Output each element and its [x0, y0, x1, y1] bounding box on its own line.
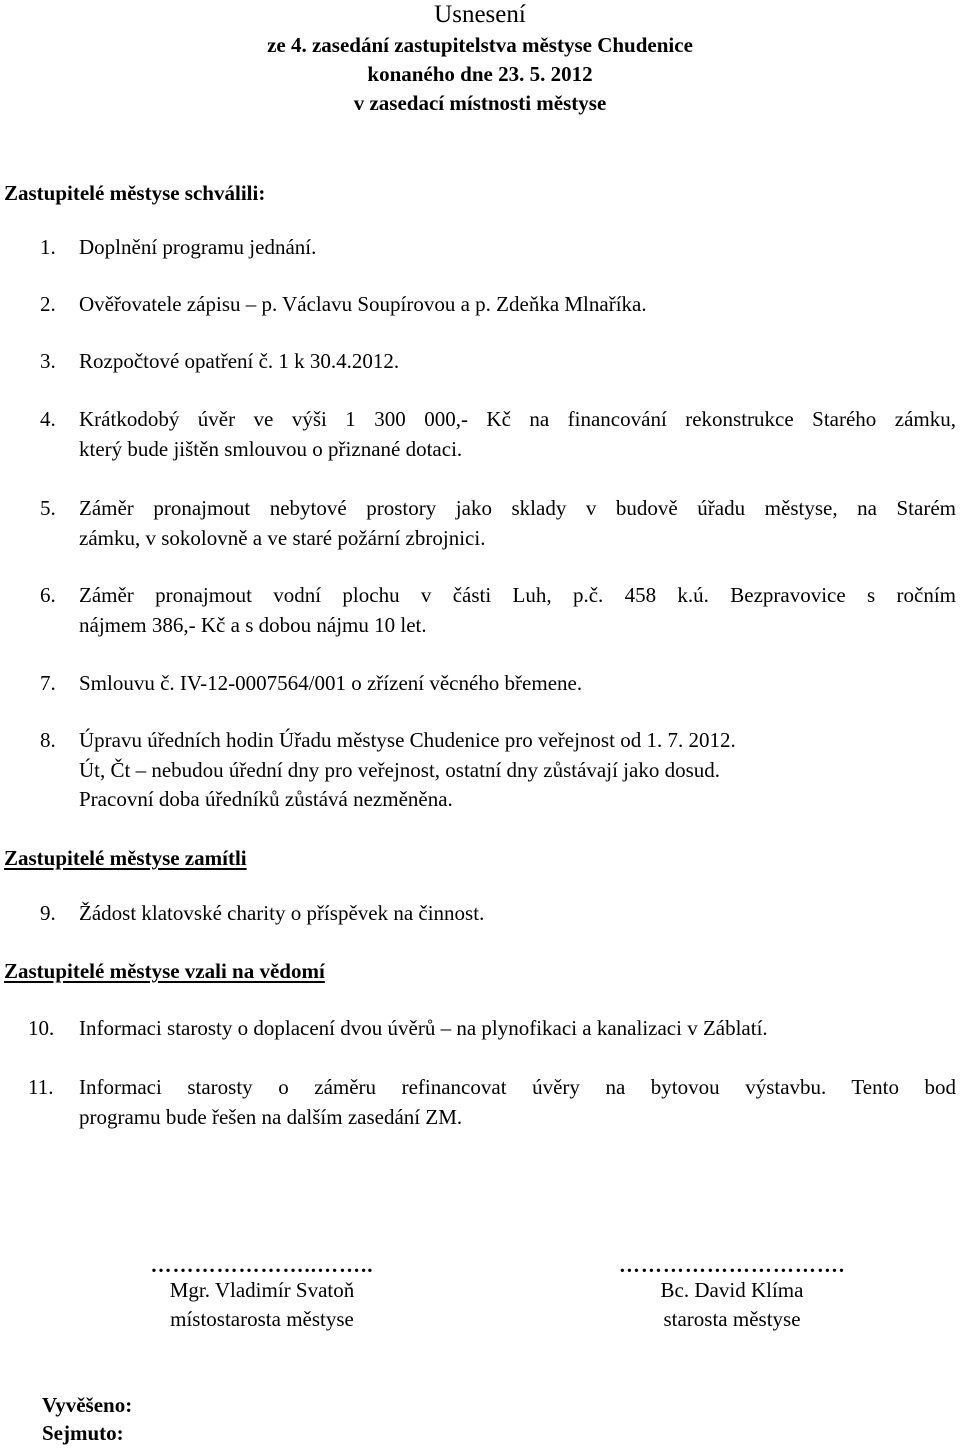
signatory-role: místostarosta městyse: [170, 1307, 354, 1331]
item-text: Záměr pronajmout nebytové prostory jako sklady v budově úřadu městyse, na Starém: [79, 496, 956, 520]
item-text: nájmem 386,- Kč a s dobou nájmu 10 let.: [79, 612, 427, 637]
item-text: Úpravu úředních hodin Úřadu městyse Chudenice pro veřejnost od 1. 7. 2012.: [79, 728, 736, 752]
item-number: 9.: [40, 901, 56, 925]
item-text: Út, Čt – nebudou úřední dny pro veřejnost, ostatní dny zůstávají jako dosud.: [79, 757, 720, 782]
item-text: Záměr pronajmout vodní plochu v části Luh, p.č. 458 k.ú. Bezpravovice s ročním: [79, 583, 956, 607]
item-number: 2.: [40, 292, 56, 316]
meeting-line: ze 4. zasedání zastupitelstva městyse Chudenice: [267, 33, 693, 57]
approved-heading: Zastupitelé městyse schválili:: [4, 181, 266, 205]
item-text: Pracovní doba úředníků zůstává nezměněna.: [79, 787, 453, 811]
meeting-date-line: konaného dne 23. 5. 2012: [367, 62, 593, 86]
rejected-heading: Zastupitelé městyse zamítli: [4, 846, 247, 870]
signature-line: …………………..……..: [150, 1253, 374, 1277]
signatory-name: Mgr. Vladimír Svatoň: [169, 1278, 355, 1302]
item-text: programu bude řešen na dalším zasedání ZM.: [79, 1104, 463, 1129]
item-number: 4.: [40, 407, 56, 431]
item-text: Rozpočtové opatření č. 1 k 30.4.2012.: [79, 349, 400, 373]
meeting-place-line: v zasedací místnosti městyse: [353, 91, 607, 115]
signature-block-vice-mayor: [112, 1254, 412, 1334]
item-number: 11.: [28, 1075, 54, 1099]
item-text: Ověřovatele zápisu – p. Václavu Soupírovou a p. Zdeňka Mlnaříka.: [79, 292, 647, 316]
item-text: Informaci starosty o doplacení dvou úvěrů – na plynofikaci a kanalizaci v Záblatí.: [79, 1016, 768, 1040]
item-text: Doplnění programu jednání.: [79, 235, 317, 259]
posted-label: Vyvěšeno:: [42, 1393, 133, 1417]
document-title: Usnesení: [434, 1, 526, 28]
item-number: 6.: [40, 583, 56, 607]
signature-block-mayor: [582, 1254, 882, 1334]
item-text: Smlouvu č. IV-12-0007564/001 o zřízení věcného břemene.: [79, 671, 583, 695]
item-number: 1.: [40, 235, 56, 259]
item-text: Krátkodobý úvěr ve výši 1 300 000,- Kč na financování rekonstrukce Starého zámku,: [79, 407, 956, 431]
item-text: Informaci starosty o záměru refinancovat úvěry na bytovou výstavbu. Tento bod: [79, 1075, 956, 1099]
signature-line: ………………………….: [618, 1253, 846, 1277]
item-number: 10.: [28, 1016, 55, 1040]
item-number: 5.: [40, 496, 56, 520]
signatory-role: starosta městyse: [663, 1307, 801, 1331]
noted-heading: Zastupitelé městyse vzali na vědomí: [4, 959, 325, 983]
item-number: 3.: [40, 349, 56, 373]
signatory-name: Bc. David Klíma: [660, 1278, 804, 1302]
item-text: zámku, v sokolovně a ve staré požární zbrojnici.: [79, 525, 486, 550]
item-number: 8.: [40, 728, 56, 752]
item-text: Žádost klatovské charity o příspěvek na činnost.: [79, 901, 485, 925]
item-text: který bude jištěn smlouvou o přiznané dotaci.: [79, 436, 463, 461]
removed-label: Sejmuto:: [42, 1421, 124, 1445]
item-number: 7.: [40, 671, 56, 695]
